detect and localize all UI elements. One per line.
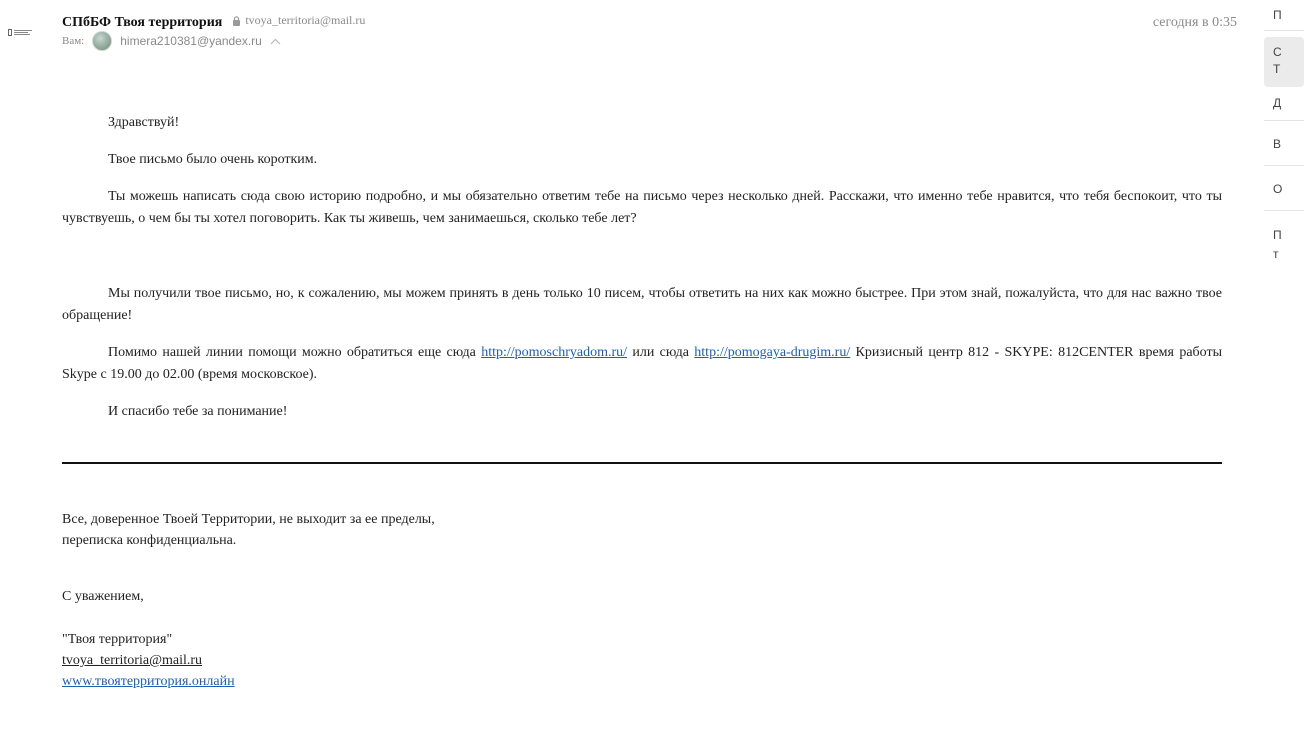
sidebar-item[interactable]: т <box>1273 247 1279 261</box>
spacer <box>62 245 1222 283</box>
signature-org: "Твоя территория" <box>62 632 173 647</box>
sidebar-item[interactable]: О <box>1273 182 1283 196</box>
message-body <box>62 112 1222 438</box>
sender-name[interactable]: СПбБФ Твоя территория <box>62 14 223 30</box>
sidebar-item[interactable]: П <box>1273 228 1282 242</box>
logo-mark <box>8 29 12 36</box>
sender-email: tvoya_territoria@mail.ru <box>245 13 366 27</box>
help-text-after: Кризисный центр 812 - SKYPE: 812CENTER время работы Skype с 19.00 до 02.00 (время московское). <box>62 345 1222 382</box>
sidebar-separator <box>1264 210 1304 211</box>
link-pomoschryadom[interactable]: http://pomoschryadom.ru/ <box>481 345 628 360</box>
sidebar-item[interactable]: С <box>1273 45 1282 59</box>
sender-email-wrap[interactable] <box>232 13 365 28</box>
sidebar-separator <box>1264 30 1304 31</box>
help-text-mid: или сюда <box>627 345 695 360</box>
signature-site-link[interactable]: www.твоятерритория.онлайн <box>62 674 235 689</box>
paragraph-thanks: И спасибо тебе за понимание! <box>108 404 288 419</box>
recipient-row <box>62 31 281 51</box>
signature-email-link[interactable]: tvoya_territoria@mail.ru <box>62 653 203 668</box>
sidebar-item[interactable]: Д <box>1273 96 1282 110</box>
sender-row <box>62 13 365 31</box>
sidebar-item[interactable]: Т <box>1273 62 1281 76</box>
chevron-up-icon[interactable] <box>270 38 281 45</box>
paragraph-short-letter: Твое письмо было очень коротким. <box>108 152 318 167</box>
recipient-email[interactable]: himera210381@yandex.ru <box>120 34 262 48</box>
recipient-avatar[interactable] <box>92 31 112 51</box>
sidebar-item[interactable]: В <box>1273 137 1282 151</box>
signature-confidential-2: переписка конфиденциальна. <box>62 533 237 548</box>
logo-text-lines <box>14 30 32 35</box>
signature-regards: С уважением, <box>62 589 144 604</box>
sidebar-separator <box>1264 165 1304 166</box>
lock-icon <box>232 16 241 26</box>
sidebar-separator <box>1264 120 1304 121</box>
greeting: Здравствуй! <box>108 115 180 130</box>
sender-logo[interactable] <box>8 27 36 37</box>
paragraph-other-help <box>62 342 1222 386</box>
sidebar-item[interactable]: П <box>1273 8 1282 22</box>
message-date: сегодня в 0:35 <box>1152 15 1237 30</box>
divider <box>62 462 1222 464</box>
message-list-sidebar <box>1262 0 1283 742</box>
signature-confidential-1: Все, доверенное Твоей Территории, не выходит за ее пределы, <box>62 512 435 527</box>
recipient-label: Вам: <box>62 35 85 47</box>
help-text-before: Помимо нашей линии помощи можно обратиться еще сюда <box>108 345 482 360</box>
link-pomogaya-drugim[interactable]: http://pomogaya-drugim.ru/ <box>694 345 851 360</box>
signature <box>62 509 762 692</box>
paragraph-write-story: Ты можешь написать сюда свою историю подробно, и мы обязательно ответим тебе на письмо через несколько дней. Расскажи, что именно тебе нравится, что тебя беспокоит, что ты чувствуешь, о чем бы ты хотел поговорить. Как ты живешь, чем занимаешься, сколько тебе лет? <box>62 189 1222 226</box>
paragraph-limit: Мы получили твое письмо, но, к сожалению, мы можем принять в день только 10 писем, чтобы ответить на них как можно быстрее. При этом знай, пожалуйста, что для нас важно твое обращение! <box>62 286 1222 323</box>
